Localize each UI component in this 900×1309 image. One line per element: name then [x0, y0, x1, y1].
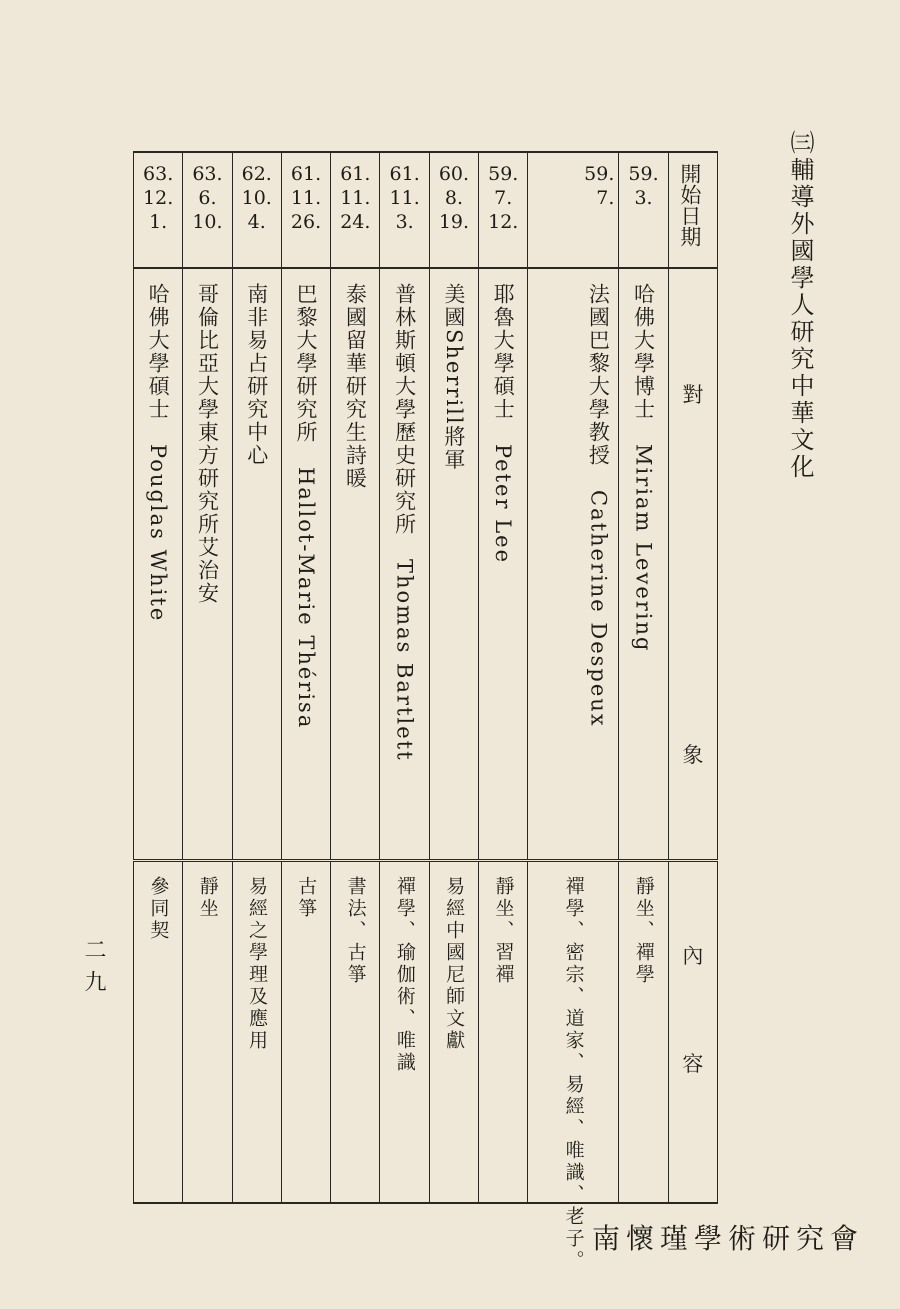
date-cell: 61. 11. 3. [380, 152, 429, 268]
target-cell: 耶魯大學碩士 Peter Lee [479, 268, 528, 861]
target-cell: 哈佛大學博士 Miriam Levering [619, 268, 668, 861]
content-header-cell [668, 861, 717, 1204]
target-header-cell [668, 268, 717, 861]
target-cell: 法國巴黎大學教授 Catherine Despeux [528, 268, 619, 861]
date-cell: 59. 3. [619, 152, 668, 268]
target-cell: 哥倫比亞大學東方研究所艾治安 [183, 268, 232, 861]
content-header-1: 內 [682, 944, 704, 968]
date-cell: 59. 7. 12. [479, 152, 528, 268]
target-header-2: 象 [682, 743, 704, 767]
target-cell: 普林斯頓大學歷史研究所 Thomas Bartlett [380, 268, 429, 861]
target-cell: 美國Sherrill將軍 [429, 268, 478, 861]
target-cell: 哈佛大學碩士 Pouglas White [134, 268, 183, 861]
target-cell: 巴黎大學研究所 Hallot-Marie Thérisa [281, 268, 330, 861]
date-cell: 59. 7. [528, 152, 619, 268]
content-cell: 易經中國尼師文獻 [429, 861, 478, 1204]
content-header-2: 容 [682, 1052, 704, 1076]
date-header-cell: 開始日期 [668, 152, 717, 268]
content-cell: 靜坐、習禪 [479, 861, 528, 1204]
page-number: 二九 [81, 938, 106, 1002]
content-cell: 禪學、瑜伽術、唯識 [380, 861, 429, 1204]
date-cell: 62. 10. 4. [232, 152, 281, 268]
date-cell: 61. 11. 24. [331, 152, 380, 268]
content-cell: 書法、古箏 [331, 861, 380, 1204]
content-cell: 易經之學理及應用 [232, 861, 281, 1204]
content-cell: 禪學、密宗、道家、易經、唯識、老子。 [528, 861, 619, 1204]
date-cell: 60. 8. 19. [429, 152, 478, 268]
target-cell: 南非易占研究中心 [232, 268, 281, 861]
section-heading: ㈢輔導外國學人研究中華文化 [786, 130, 814, 481]
date-cell: 63. 12. 1. [134, 152, 183, 268]
date-row [134, 152, 718, 268]
publisher-footer: 南懷瑾學術研究會 [591, 1222, 864, 1255]
target-row [134, 268, 718, 861]
target-header-1: 對 [682, 383, 704, 407]
content-row [134, 861, 718, 1204]
content-cell: 古箏 [281, 861, 330, 1204]
date-cell: 63. 6. 10. [183, 152, 232, 268]
target-cell: 泰國留華研究生詩暖 [331, 268, 380, 861]
content-cell: 靜坐、禪學 [619, 861, 668, 1204]
content-cell: 靜坐 [183, 861, 232, 1204]
date-cell: 61. 11. 26. [281, 152, 330, 268]
records-table [133, 151, 718, 1272]
content-cell: 參同契 [134, 861, 183, 1204]
